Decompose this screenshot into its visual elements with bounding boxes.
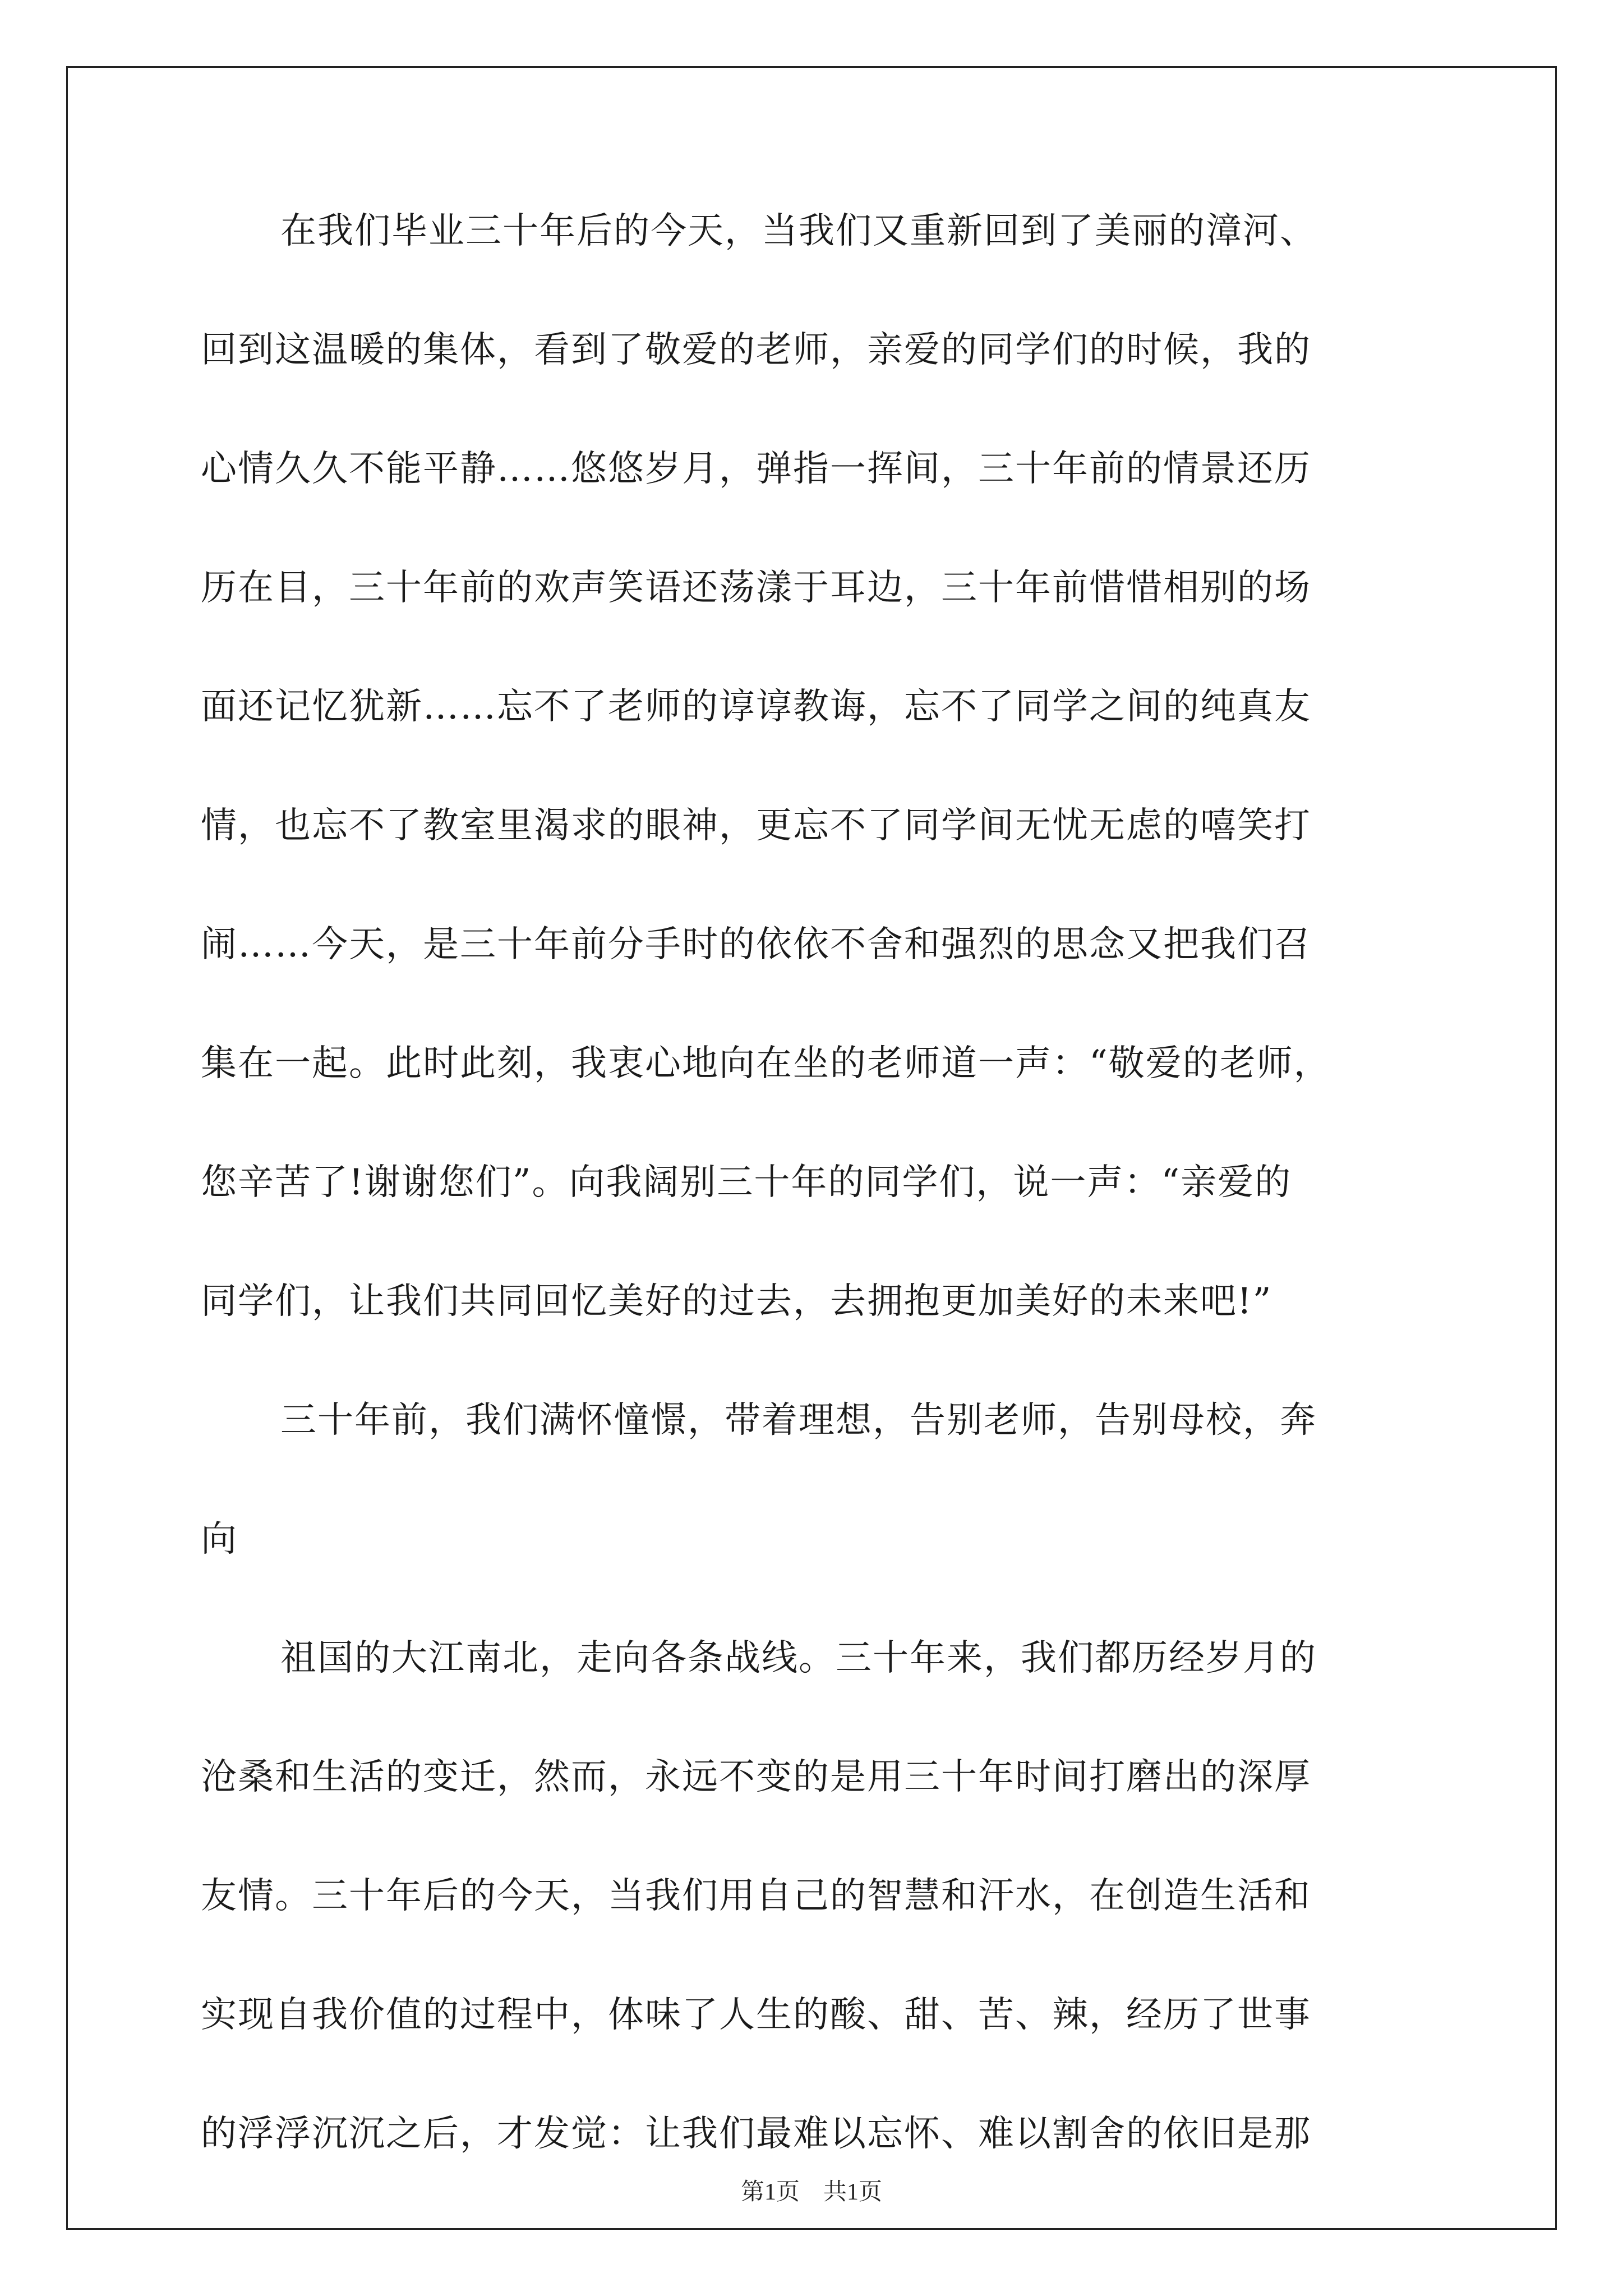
paragraph-2-line-1: 三十年前，我们满怀憧憬，带着理想，告别老师，告别母校，奔: [280, 1400, 1317, 1441]
paragraph-2-line-2: 向: [201, 1519, 238, 1560]
paragraph-1-line-2: 回到这温暖的集体，看到了敬爱的老师，亲爱的同学们的时候，我的: [201, 329, 1311, 371]
paragraph-1-line-10: 同学们，让我们共同回忆美好的过去，去拥抱更加美好的未来吧!”: [201, 1281, 1272, 1322]
page-footer: 第1页 共1页: [740, 2179, 882, 2205]
paragraph-3-line-3: 友情。三十年后的今天，当我们用自己的智慧和汗水，在创造生活和: [201, 1875, 1311, 1917]
paragraph-3-line-1: 祖国的大江南北，走向各条战线。三十年来，我们都历经岁月的: [280, 1637, 1317, 1679]
paragraph-1-line-9: 您辛苦了!谢谢您们”。向我阔别三十年的同学们，说一声：“亲爱的: [201, 1162, 1292, 1203]
paragraph-1-line-4: 历在目，三十年前的欢声笑语还荡漾于耳边，三十年前惜惜相别的场: [201, 567, 1311, 609]
paragraph-1-line-3: 心情久久不能平静……悠悠岁月，弹指一挥间，三十年前的情景还历: [201, 448, 1311, 490]
paragraph-1-line-5: 面还记忆犹新……忘不了老师的谆谆教诲，忘不了同学之间的纯真友: [201, 686, 1311, 728]
paragraph-1-line-6: 情，也忘不了教室里渴求的眼神，更忘不了同学间无忧无虑的嘻笑打: [201, 805, 1311, 846]
paragraph-1-line-1: 在我们毕业三十年后的今天，当我们又重新回到了美丽的漳河、: [280, 210, 1317, 252]
paragraph-3-line-2: 沧桑和生活的变迁，然而，永远不变的是用三十年时间打磨出的深厚: [201, 1756, 1311, 1798]
paragraph-3-line-4: 实现自我价值的过程中，体味了人生的酸、甜、苦、辣，经历了世事: [201, 1994, 1311, 2036]
paragraph-1-line-8: 集在一起。此时此刻，我衷心地向在坐的老师道一声：“敬爱的老师，: [201, 1043, 1331, 1084]
paragraph-1-line-7: 闹……今天，是三十年前分手时的依依不舍和强烈的思念又把我们召: [201, 924, 1311, 965]
paragraph-3-line-5: 的浮浮沉沉之后，才发觉：让我们最难以忘怀、难以割舍的依旧是那: [201, 2113, 1311, 2155]
